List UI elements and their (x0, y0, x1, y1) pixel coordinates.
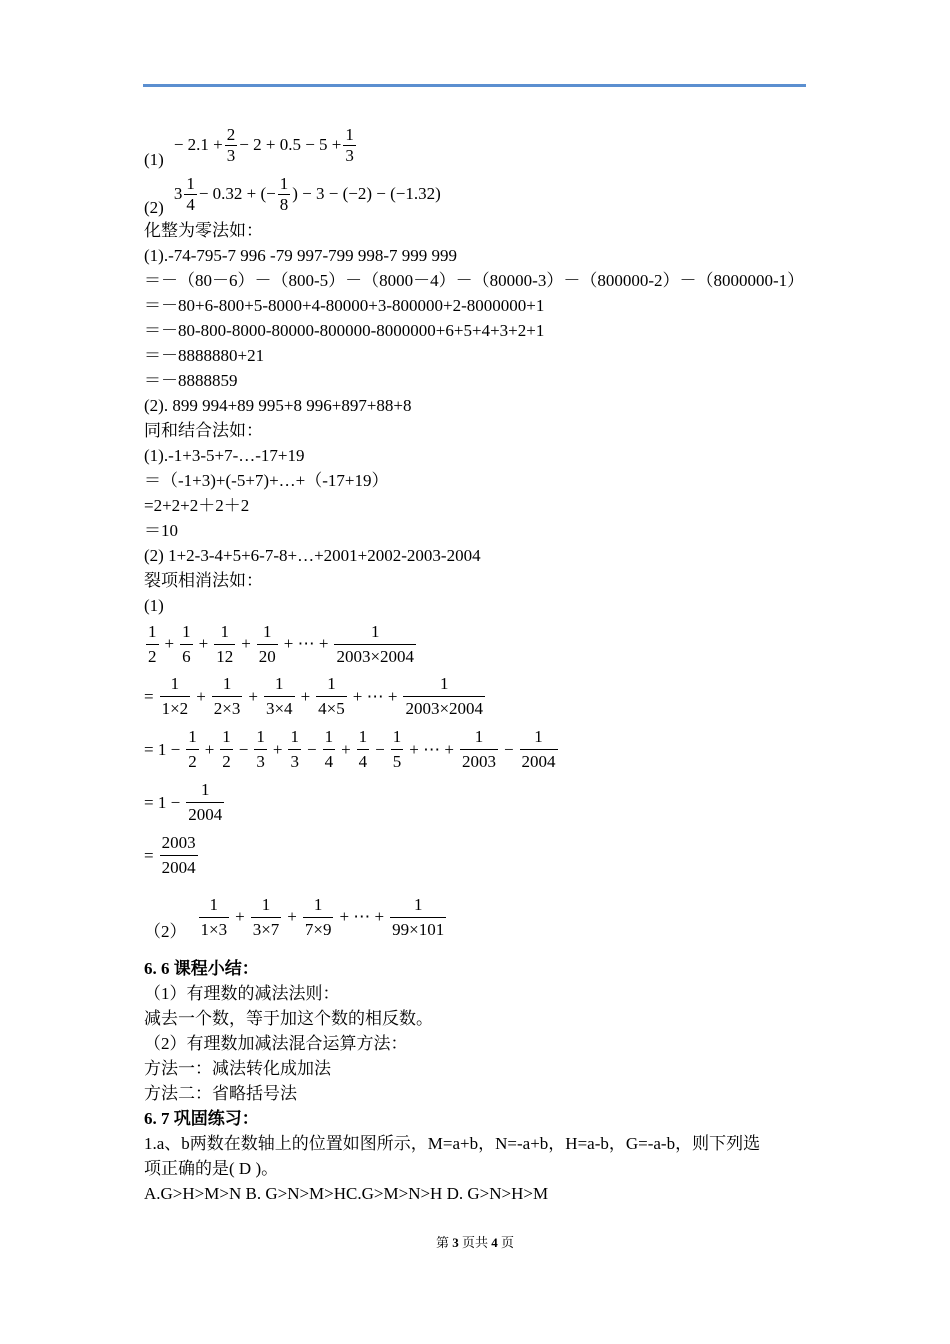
text-line: 方法一：减法转化成加法 (144, 1059, 331, 1078)
problem-label: (1) (144, 150, 164, 169)
text-line: (1).-74-795-7 996 -79 997-799 998-7 999 999 (144, 246, 458, 265)
text-line: 减去一个数，等于加这个数的相反数。 (144, 1009, 433, 1028)
fraction: $\frac{1}{5}$ (392, 727, 402, 771)
fraction: $\frac{1}{6}$ (182, 621, 191, 666)
fraction: $\frac{1}{12}$ (216, 621, 234, 666)
fraction: $\frac{1}{2004}$ (188, 780, 223, 824)
math-text: − 2 + 0.5 − 5 + (239, 135, 342, 154)
fraction: $\frac{1}{8}$ (279, 173, 289, 214)
fraction: $\frac{1}{2003\times 2004}$ (336, 621, 415, 666)
text-line: (2) 1+2-3-4+5+6-7-8+…+2001+2002-2003-2004 (144, 546, 481, 565)
problem-label: （2） (144, 922, 187, 941)
fraction: $\frac{1}{3}$ (345, 124, 354, 165)
fraction: $\frac{1}{2\times 3}$ (213, 674, 241, 718)
fraction: $\frac{1}{20}$ (258, 621, 276, 666)
split-row-5: = $\frac{2003}{2004}$ (144, 833, 196, 877)
total-pages: 4 (491, 1235, 498, 1250)
fraction: $\frac{1}{1\times 3}$ (200, 894, 228, 939)
fraction: $\frac{1}{3\times 4}$ (265, 674, 293, 718)
text-line: ＝10 (144, 521, 178, 540)
text-line: ＝－80-800-8000-80000-800000-8000000+6+5+4+3+2+1 (144, 321, 545, 340)
fraction: $\frac{1}{2}$ (188, 727, 197, 771)
section-title: 裂项相消法如： (144, 571, 263, 590)
split-row-4: = 1 − $\frac{1}{2004}$ (144, 780, 223, 824)
text-line: ＝－8888880+21 (144, 346, 265, 365)
split-row-2: = $\frac{1}{1\times 2}$ + $\frac{1}{2\times 3}$ + $\frac{1}{3\times 4}$ + $\frac{1}{4\times 5}$ + ⋯ + $\frac{1}{2003\times 2004}$ (144, 674, 484, 718)
math-text: − 0.32 + (− (198, 184, 276, 203)
split-problem-2: （2） $\frac{1}{1\times 3}$ + $\frac{1}{3\times 7}$ + $\frac{1}{7\times 9}$ + ⋯ + $\frac{1}{99\times 101}$ (144, 894, 445, 941)
fraction: $\frac{2003}{2004}$ (161, 833, 196, 877)
fraction: $\frac{1}{2}$ (148, 621, 157, 666)
section-heading: 6. 7 巩固练习： (144, 1109, 259, 1128)
fraction: $\frac{1}{2003}$ (461, 727, 496, 771)
fraction: $\frac{2}{3}$ (226, 124, 236, 165)
fraction: $\frac{1}{4}$ (186, 173, 195, 214)
math-text: − 2.1 + (173, 135, 223, 154)
fraction: $\frac{1}{99\times 101}$ (392, 894, 445, 939)
split-row-3: = 1 − $\frac{1}{2}$ + $\frac{1}{2}$ − $\frac{1}{3}$ + $\frac{1}{3}$ − $\frac{1}{4}$ + $\frac{1}{4}$ − $\frac{1}{5}$ + ⋯ + $\frac{1}{2003}$ − $\frac{1}{2004}$ (144, 727, 556, 771)
fraction: $\frac{1}{4\times 5}$ (318, 674, 345, 718)
fraction: $\frac{1}{3}$ (256, 727, 265, 771)
fraction: $\frac{1}{7\times 9}$ (304, 894, 332, 939)
text-line: ＝（-1+3)+(-5+7)+…+（-17+19） (144, 471, 389, 490)
fraction: $\frac{1}{4}$ (324, 727, 334, 771)
math-text: 3 (173, 184, 183, 203)
fraction: $\frac{1}{2}$ (222, 727, 231, 771)
text-line: （2）有理数加减法混合运算方法： (144, 1034, 408, 1053)
text-line: （1）有理数的减法法则： (144, 984, 340, 1003)
text-line: 方法二：省略括号法 (144, 1084, 297, 1103)
section-heading: 6. 6 课程小结： (144, 959, 259, 978)
text-line: ＝－80+6-800+5-8000+4-80000+3-800000+2-8000000+1 (144, 296, 545, 315)
document-body (144, 120, 814, 1206)
fraction: $\frac{1}{3\times 7}$ (252, 894, 280, 939)
fraction: $\frac{1}{4}$ (358, 727, 368, 771)
section-title: 同和结合法如： (144, 421, 263, 440)
text-line: ＝－8888859 (144, 371, 238, 390)
text-line: (1).-1+3-5+7-…-17+19 (144, 446, 305, 465)
problem-2 (144, 170, 814, 218)
answer-options: A.G>H>M>N B. G>N>M>HC.G>M>N>H D. G>N>H>M (144, 1184, 549, 1203)
fraction: $\frac{1}{2004}$ (521, 727, 556, 771)
page-footer: 第 3 页共 4 页 (435, 1235, 515, 1250)
text-line: (2). 899 994+89 995+8 996+897+88+8 (144, 396, 412, 415)
problem-label: (2) (144, 198, 164, 217)
section-title: 化整为零法如： (144, 221, 263, 240)
fraction: $\frac{1}{1\times 2}$ (161, 674, 189, 718)
fraction: $\frac{1}{3}$ (290, 727, 299, 771)
problem-label: (1) (144, 596, 164, 615)
question-text: 项正确的是( D )。 (144, 1159, 279, 1178)
split-row-1: $\frac{1}{2}$ + $\frac{1}{6}$ + $\frac{1}{12}$ + $\frac{1}{20}$ + ⋯ + $\frac{1}{2003\times 2004}$ (148, 621, 415, 666)
fraction: $\frac{1}{2003\times 2004}$ (405, 674, 484, 718)
text-line: =2+2+2＋2＋2 (144, 496, 250, 515)
problem-1 (144, 120, 814, 170)
text-line: ＝－（80－6）－（800-5）－（8000－4）－（80000-3）－（800000-2）－（8000000-1） (144, 271, 805, 290)
math-text: ) − 3 − (−2) − (−1.32) (292, 184, 441, 203)
header-rule (143, 84, 806, 87)
current-page: 3 (452, 1235, 459, 1250)
question-text: 1.a、b两数在数轴上的位置如图所示，M=a+b，N=-a+b，H=a-b，G=-a-b，则下列选 (144, 1134, 761, 1153)
